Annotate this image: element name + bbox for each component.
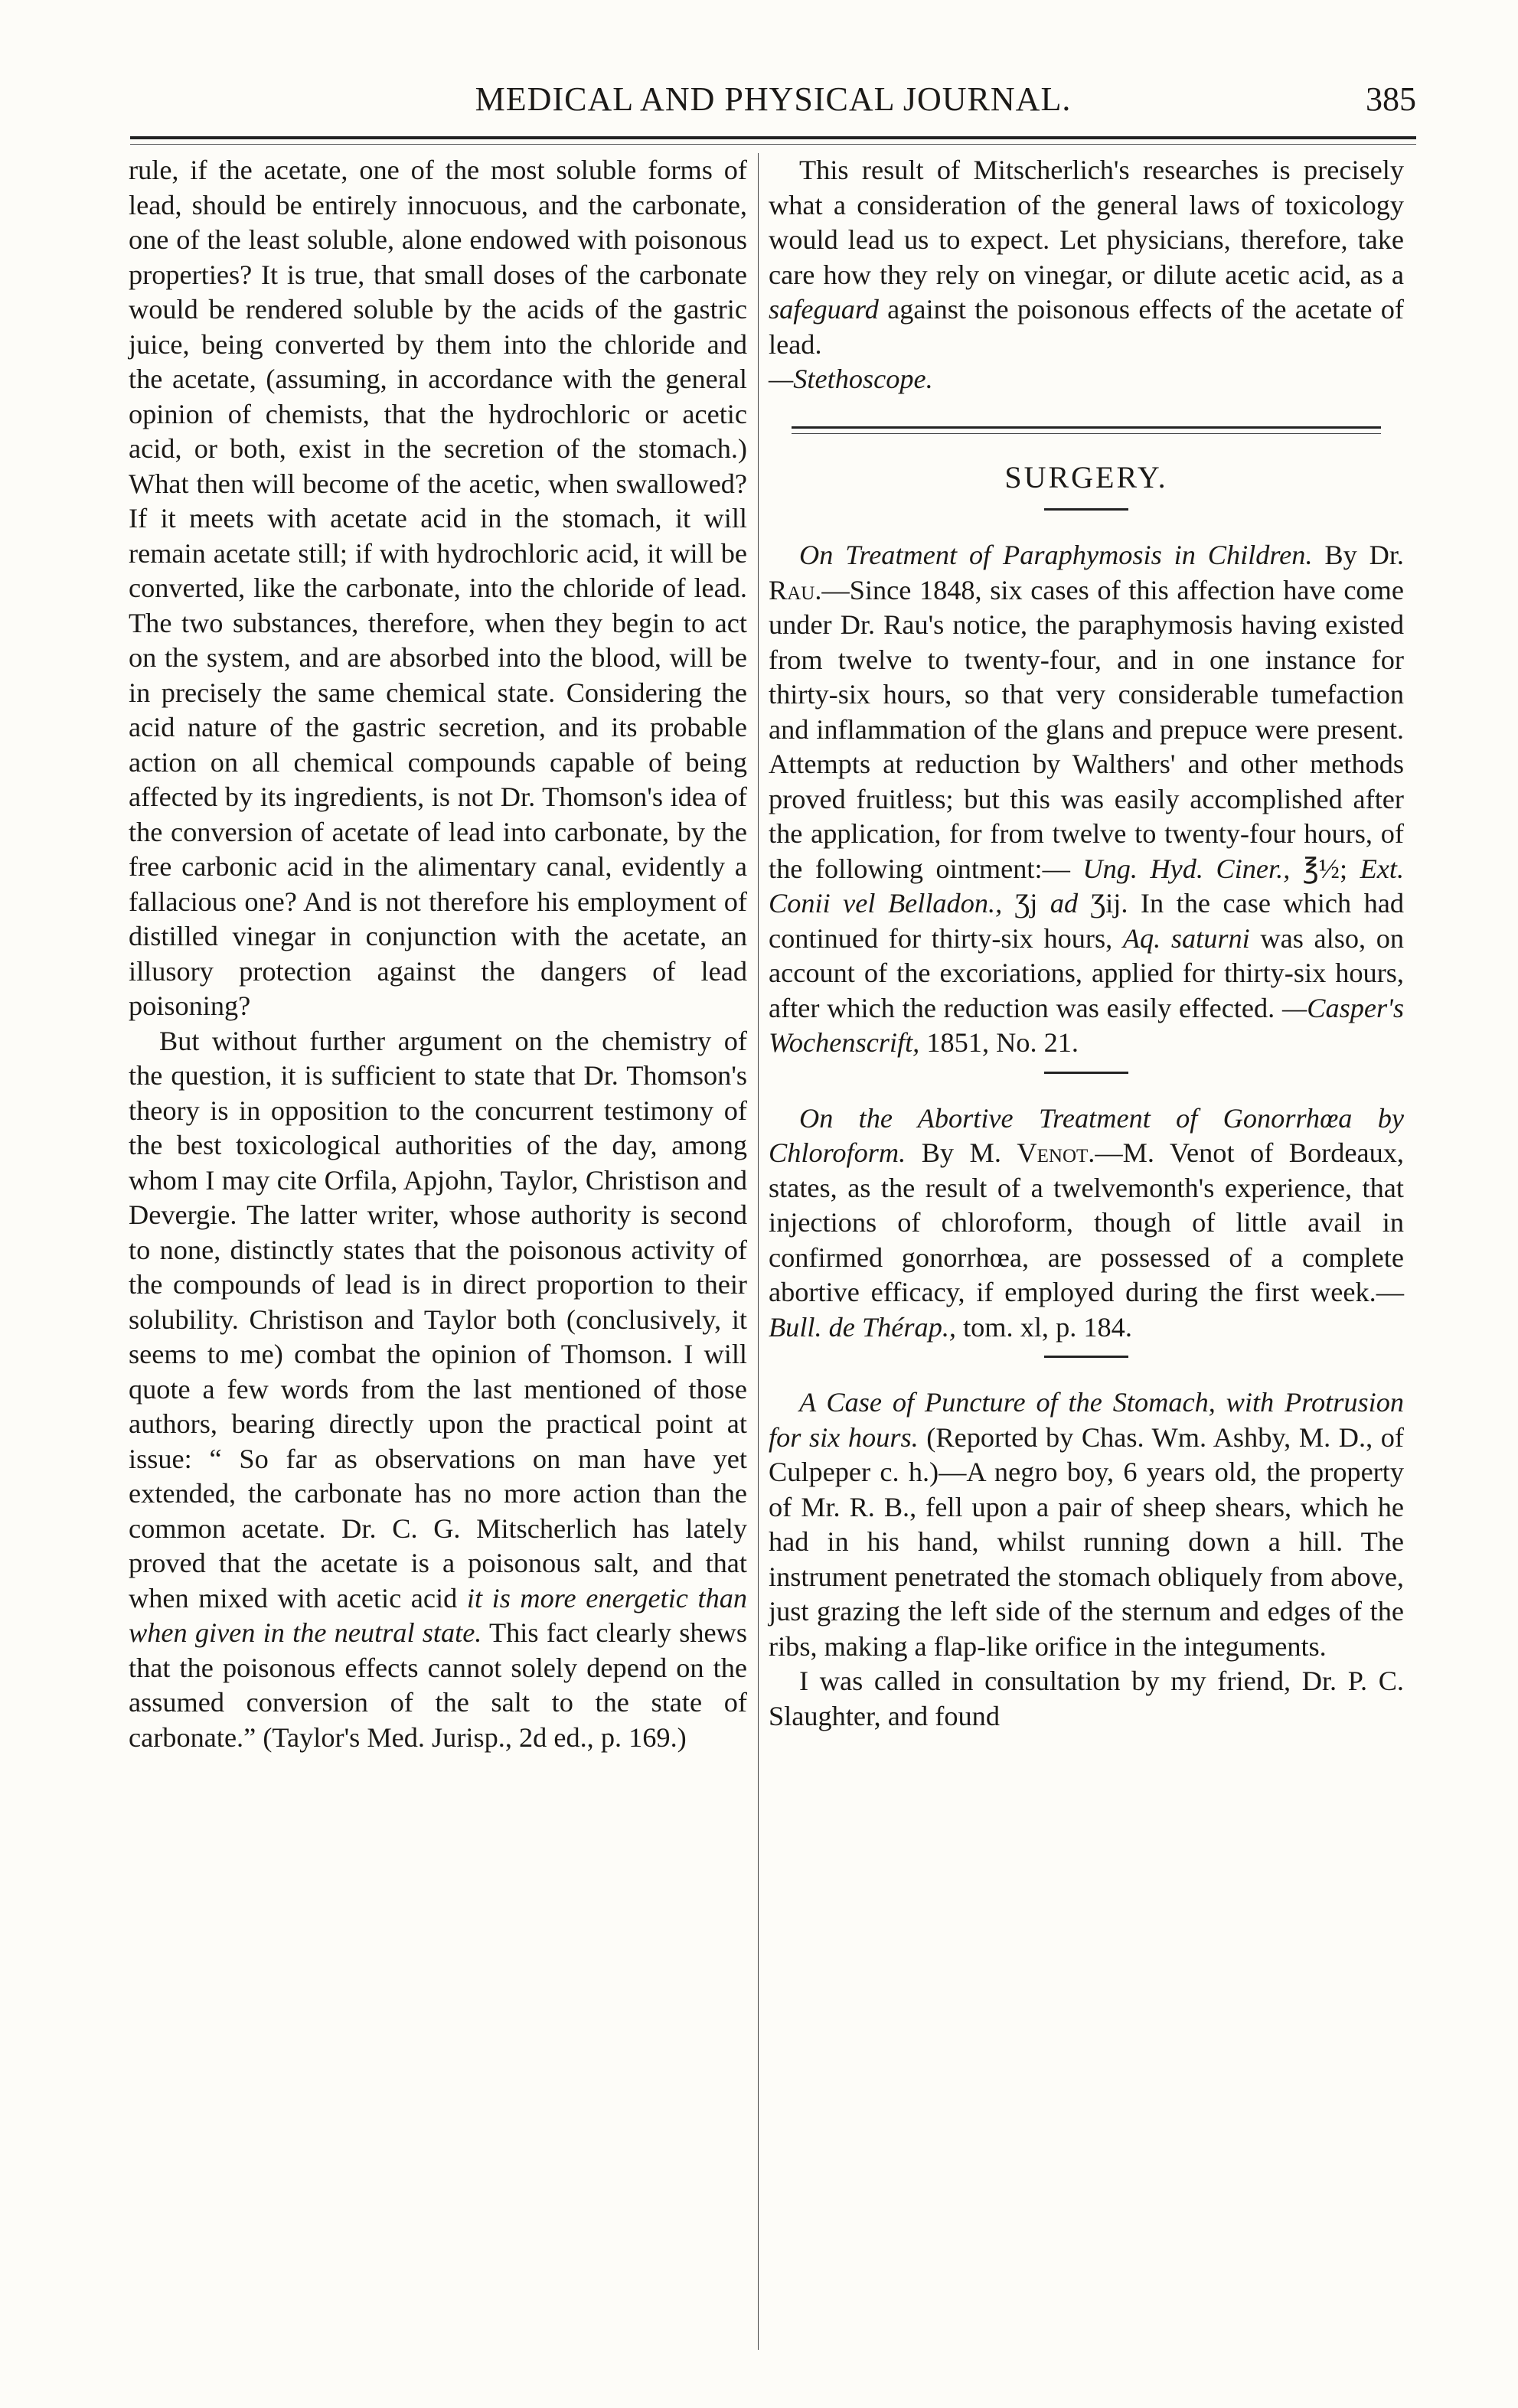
formula-ung: Ung. Hyd. Ciner., [1082,853,1291,884]
article-gonorrhoea-body: —M. Venot of Bordeaux, states, as the result of a twelvemonth's experience, that injections of chloroform, though of little avail in confirmed gonorrhœa, are possessed of a complete abortive efficacy, if employed during the first week.— [769,1137,1404,1307]
formula-dose-3: Ʒij. [1090,888,1128,918]
section-heading-surgery: SURGERY. [1004,459,1168,494]
left-paragraph-2-end: This fact clearly shews that the poisonous effects cannot solely depend on the assumed conversion of the salt to the state of carbonate.” (Taylor's Med. Jurisp., 2d ed., p. 169.) [129,1617,747,1753]
left-paragraph-2-text: But without further argument on the chemistry of the question, it is sufficient to state that Dr. Thomson's theory is in opposition to the concurrent testimony of the best toxicological authorities of the day, among whom I may cite Orfila, Apjohn, Taylor, Christison and Devergie. The latter writer, whose authority is second to none, distinctly states that the poisonous activity of the compounds of lead is in direct proportion to their solubility. Christison and Taylor both (conclusively, it seems to me) combat the opinion of Thomson. I will quote a few words from the last mentioned of those authors, bearing directly upon the practical point at issue: “ So far as observations on man have yet extended, the carbonate has no more action than the common acetate. Dr. C. G. Mitscherlich has lately proved that the acetate is a poisonous salt, and that when mixed with acetic acid [129,1025,747,1613]
bull-source-end: tom. xl, p. 184. [963,1311,1132,1343]
left-column [129,153,747,1755]
section-rule-thin [792,433,1381,434]
right-paragraph-1 [769,153,1404,362]
article-gonorrhoea-by: By M. [921,1137,1001,1168]
article-stomach-continuation: I was called in consultation by my friend, Dr. P. C. Slaughter, and found [769,1666,1404,1731]
article-divider-1 [1044,1072,1128,1074]
left-paragraph-2-italic: it is more energetic than when given in the neutral state. [129,1582,748,1648]
safeguard-italic: safeguard [769,294,879,325]
formula-dose-1: ℥½; [1302,853,1348,884]
left-paragraph-2 [129,1024,747,1756]
header-rule [130,136,1416,139]
heading-ornament-rule [1044,508,1128,511]
header-rule-thin [130,144,1416,145]
running-title: MEDICAL AND PHYSICAL JOURNAL. [475,80,1072,118]
column-divider [758,153,759,2350]
right-paragraph-1-text: This result of Mitscherlich's researches is precisely what a consideration of the general laws of toxicology would lead us to expect. Let physicians, therefore, take care how they rely on vinegar, or dilute acetic acid, as a [769,155,1404,290]
article-gonorrhoea [769,1101,1404,1346]
bull-source: Bull. de Thérap., [769,1311,956,1343]
article-paraphymosis-body-3: was also, on account of the excoriations, applied for thirty-six hours, after which the reduction was easily effected. [769,922,1404,1023]
casper-source-end: 1851, No. 21. [926,1027,1079,1058]
stethoscope-source [769,362,1404,397]
article-paraphymosis-title: On Treatment of Paraphymosis in Children. [799,540,1313,570]
left-paragraph-1: rule, if the acetate, one of the most soluble forms of lead, should be entirely innocuous, and the carbonate, one of the least soluble, alone endowed with poisonous properties? It is true, that small doses of the carbonate would be rendered soluble by the acids of the gastric juice, being converted by them into the chloride and the acetate, (assuming, in accordance with the general opinion of chemists, that the hydrochloric or acetic acid, or both, exist in the secretion of the stomach.) What then will become of the acetic, when swallowed? If it meets with acetate acid in the stomach, it will remain acetate still; if with hydrochloric acid, it will be converted, like the carbonate, into the chloride of lead. The two substances, therefore, when they begin to act on the system, and are absorbed into the blood, will be in precisely the same chemical state. Considering the acid nature of the gastric secretion, and its probable action on all chemical compounds capable of being affected by its ingredients, is not Dr. Thomson's idea of the conversion of acetate of lead into carbonate, by the free carbonic acid in the alimentary canal, evidently a fallacious one? And is not therefore his employment of distilled vinegar in conjunction with the acetate, an illusory protection against the dangers of lead poisoning? [129,155,747,1021]
article-gonorrhoea-author: Venot. [1017,1137,1095,1168]
article-paraphymosis-body-1: —Since 1848, six cases of this affection have come under Dr. Rau's notice, the paraphymosis having existed from twelve to twenty-four, and in one instance for thirty-six hours, so that very considerable tumefaction and inflammation of the glans and prepuce were present. Attempts at reduction by Walthers' and other methods proved fruitless; but this was easily accomplished after the application, for from twelve to twenty-four hours, of the following ointment:— [769,574,1404,884]
page-number: 385 [1366,80,1416,118]
article-paraphymosis [769,538,1404,1061]
right-column [769,153,1404,1734]
article-stomach-body: (Reported by Chas. Wm. Ashby, M. D., of Culpeper c. h.)—A negro boy, 6 years old, the property of Mr. R. B., fell upon a pair of sheep shears, which he had in his hand, whilst running down a hill. The instrument penetrated the stomach obliquely from above, just grazing the left side of the sternum and edges of the ribs, making a flap-like orifice in the integuments. [769,1421,1404,1662]
casper-source: —Casper's Wochenscrift, [769,992,1405,1058]
article-paraphymosis-author: Rau. [769,574,822,605]
article-gonorrhoea-title: On the Abortive Treatment of Gonorrhœa by Chloroform. [769,1102,1404,1168]
section-rule [792,426,1381,429]
article-paraphymosis-by: By Dr. [1324,540,1404,570]
page-header [130,80,1416,133]
formula-dose-2: Ʒj [1014,888,1038,918]
right-paragraph-1-end: against the poisonous effects of the acetate of lead. [769,294,1404,360]
article-paraphymosis-body-2: In the case which had continued for thirty-six hours, [769,888,1405,954]
aq-saturni: Aq. saturni [1122,922,1250,954]
article-divider-2 [1044,1356,1128,1358]
formula-ext: Ext. Conii vel Belladon., [769,853,1405,918]
stethoscope-source-text: —Stethoscope. [769,364,933,394]
article-stomach-title: A Case of Puncture of the Stomach, with Protrusion for six hours. [769,1387,1404,1453]
article-stomach-puncture [769,1385,1404,1664]
formula-ad: ad [1050,888,1079,918]
